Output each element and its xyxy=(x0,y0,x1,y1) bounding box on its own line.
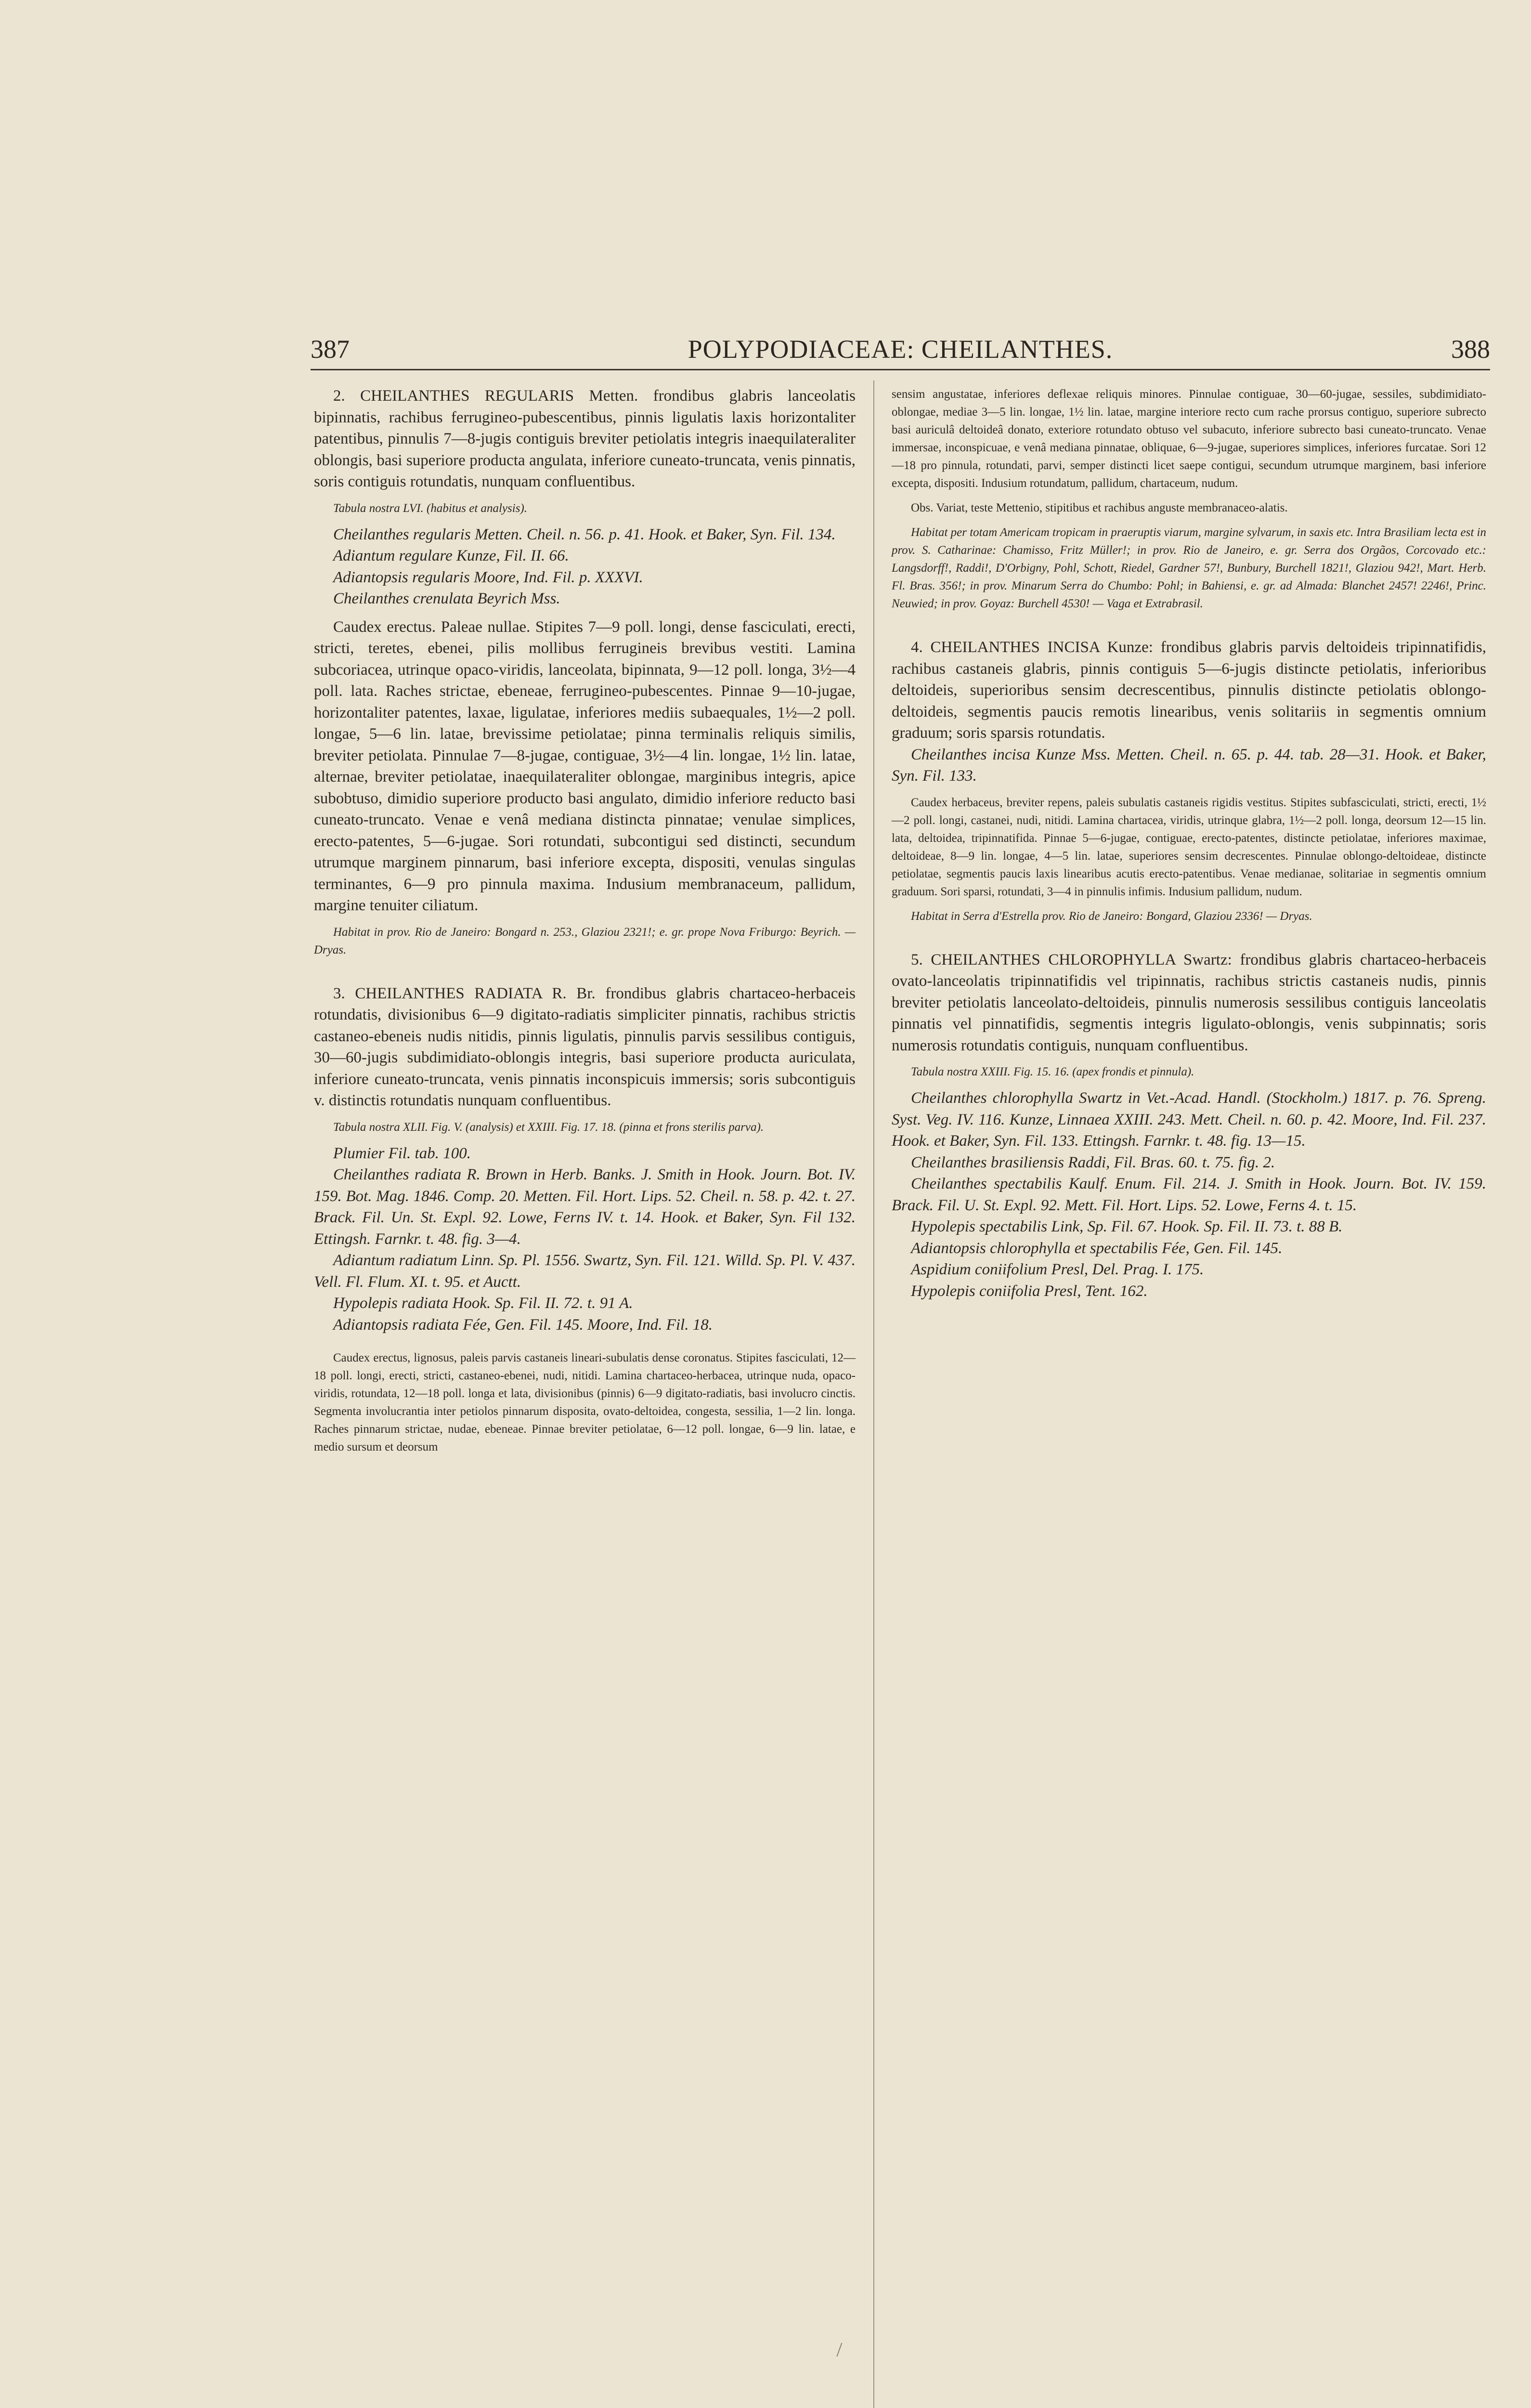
species-2-synonyms xyxy=(314,524,856,610)
page-number-right: 388 xyxy=(1451,335,1490,364)
scan-mark xyxy=(836,2343,847,2359)
species-2-habitat: Habitat in prov. Rio de Janeiro: Bongard n. 253., Glaziou 2321!; e. gr. prope Nova Friburgo: Beyrich. — Dryas. xyxy=(314,925,856,956)
species-2-diagnosis: frondibus glabris lanceolatis bipinnatis, rachibus ferrugineo-pubescentibus, pinnis ligulatis laxis horizontaliter patentibus, pinnulis 7—8-jugis contiguis breviter petiolatis integris inaequilateraliter oblongis, basi superiore producta angulata, inferiore cuneato-truncata, venis pinnatis, soris contiguis rotundatis, nunquam confluentibus. xyxy=(314,387,856,490)
synonym: Hypolepis spectabilis Link, Sp. Fil. 67. Hook. Sp. Fil. II. 73. t. 88 B. xyxy=(911,1218,1343,1235)
synonym: Aspidium coniifolium Presl, Del. Prag. I. 175. xyxy=(911,1261,1204,1278)
species-4-synonyms: Cheilanthes incisa Kunze Mss. Metten. Cheil. n. 65. p. 44. tab. 28—31. Hook. et Baker, Syn. Fil. 133. xyxy=(892,746,1486,785)
species-4-description: Caudex herbaceus, breviter repens, paleis subulatis castaneis rigidis vestitus. Stipites subfasciculati, stricti, erecti, 1½—2 poll. longi, castanei, nudi, nitidi. Lamina chartacea, viridis, utrinque glabra, 1½—2 poll. longa, deorsum 12—15 lin. lata, deltoidea, tripinnatifida. Pinnae 5—6-jugae, contiguae, erecto-patentes, distincte petiolatae, inferiores maximae, deltoideae, 8—9 lin. longae, 4—5 lin. latae, superiores sensim decrescentes. Pinnulae oblongo-deltoideae, distincte petiolatae, segmentis paucis laxis linearibus acutis erecto-patentibus. Venae medianae, solitariae in segmentis omnium graduum. Sori sparsi, rotundati, 3—4 in pinnulis infimis. Indusium pallidum, nudum. xyxy=(892,796,1486,898)
synonym: Plumier Fil. tab. 100. xyxy=(333,1144,471,1162)
running-title: POLYPODIACEAE: CHEILANTHES. xyxy=(688,335,1113,364)
synonym: Hypolepis radiata Hook. Sp. Fil. II. 72. t. 91 A. xyxy=(333,1295,633,1312)
synonym: Cheilanthes brasiliensis Raddi, Fil. Bras. 60. t. 75. fig. 2. xyxy=(911,1153,1275,1171)
species-4-title: 4. CHEILANTHES INCISA Kunze: xyxy=(911,639,1153,656)
left-column xyxy=(314,385,856,1456)
species-5-title: 5. CHEILANTHES CHLOROPHYLLA Swartz: xyxy=(911,951,1232,968)
species-4-habitat: Habitat in Serra d'Estrella prov. Rio de Janeiro: Bongard, Glaziou 2336! — Dryas. xyxy=(911,909,1312,923)
species-3-title: 3. CHEILANTHES RADIATA R. Br. xyxy=(333,984,596,1002)
synonym: Adiantum regulare Kunze, Fil. II. 66. xyxy=(333,547,569,564)
species-3-description-continued: sensim angustatae, inferiores deflexae reliquis minores. Pinnulae contiguae, 30—60-jugae, sessiles, subdimidiato-oblongae, mediae 3—5 lin. longae, 1½ lin. latae, margine interiore recto cum rache prorsus contiguo, superiore subrecto basi auriculâ deltoideâ donato, exteriore rotundato obtuso vel subacuto, inferiore subrecto basi cuneato-truncato. Venae immersae, inconspicuae, e venâ mediana pinnatae, obliquae, 6—9-jugae, superiores simplices, inferiores furcatae. Sori 12—18 pro pinnula, rotundati, parvi, semper distincti licet saepe contigui, secundum utrumque marginem, basi inferiore excepta, dispositi. Indusium rotundatum, pallidum, chartaceum, nudum. xyxy=(892,388,1486,490)
synonym: Cheilanthes crenulata Beyrich Mss. xyxy=(333,590,560,607)
species-3-synonyms xyxy=(314,1143,856,1336)
species-4-entry xyxy=(892,637,1486,744)
species-3-habitat: Habitat per totam Americam tropicam in praeruptis viarum, margine sylvarum, in saxis etc. Intra Brasiliam lecta est in prov. S. Catharinae: Chamisso, Fritz Müller!; in prov. Rio de Janeiro, e. gr. Serra dos Orgãos, Corcovado etc.: Langsdorff!, Raddi!, D'Orbigny, Pohl, Schott, Riedel, Gardner 57!, Bunbury, Burchell 1821!, Glaziou 942!, Mart. Herb. Fl. Bras. 356!; in prov. Minarum Serra do Chumbo: Pohl; in Bahiensi, e. gr. ad Almada: Blanchet 2457! 2246!, Princ. Neuwied; in prov. Goyaz: Burchell 4530! — Vaga et Extrabrasil. xyxy=(892,526,1486,610)
page-number-left: 387 xyxy=(311,335,350,364)
synonym: Hypolepis coniifolia Presl, Tent. 162. xyxy=(911,1282,1148,1300)
synonym: Adiantopsis regularis Moore, Ind. Fil. p. XXXVI. xyxy=(333,568,643,586)
species-5-plate: Tabula nostra XXIII. Fig. 15. 16. (apex frondis et pinnula). xyxy=(911,1065,1194,1078)
species-5-synonyms xyxy=(892,1087,1486,1302)
species-2-entry xyxy=(314,385,856,493)
right-column xyxy=(892,385,1486,1302)
synonym: Adiantopsis radiata Fée, Gen. Fil. 145. Moore, Ind. Fil. 18. xyxy=(333,1316,713,1334)
synonym: Cheilanthes chlorophylla Swartz in Vet.-Acad. Handl. (Stockholm.) 1817. p. 76. Spreng. Syst. Veg. IV. 116. Kunze, Linnaea XXIII. 243. Mett. Cheil. n. 60. p. 42. Moore, Ind. Fil. 237. Hook. et Baker, Syn. Fil. 133. Ettingsh. Farnkr. t. 48. fig. 13—15. xyxy=(892,1089,1486,1150)
species-3-plate: Tabula nostra XLII. Fig. V. (analysis) et XXIII. Fig. 17. 18. (pinna et frons sterilis parva). xyxy=(333,1120,764,1134)
synonym: Cheilanthes regularis Metten. Cheil. n. 56. p. 41. Hook. et Baker, Syn. Fil. 134. xyxy=(333,525,836,543)
species-3-observation: Obs. Variat, teste Mettenio, stipitibus et rachibus anguste membranaceo-alatis. xyxy=(911,501,1288,514)
species-3-description: Caudex erectus, lignosus, paleis parvis castaneis lineari-subulatis dense coronatus. Stipites fasciculati, 12—18 poll. longi, erecti, stricti, castaneo-ebenei, nudi, nitidi. Lamina chartaceo-herbacea, utrinque nuda, opaco-viridis, rotundata, 12—18 poll. longa et lata, divisionibus (pinnis) 6—9 digitato-radiatis, basi involucro cinctis. Segmenta involucrantia inter petiolos pinnarum disposita, ovato-deltoidea, congesta, sessilia, 1—2 lin. longa. Raches pinnarum strictae, nudae, ebeneae. Pinnae breviter petiolatae, 6—12 poll. longae, 6—9 lin. latae, e medio sursum et deorsum xyxy=(314,1351,856,1453)
page-header xyxy=(311,332,1490,366)
species-2-plate: Tabula nostra LVI. (habitus et analysis). xyxy=(333,501,528,515)
header-rule xyxy=(311,369,1490,370)
species-3-entry xyxy=(314,983,856,1112)
species-5-entry xyxy=(892,949,1486,1057)
species-2-title: 2. CHEILANTHES REGULARIS Metten. xyxy=(333,387,638,405)
synonym: Adiantum radiatum Linn. Sp. Pl. 1556. Swartz, Syn. Fil. 121. Willd. Sp. Pl. V. 437. Vell. Fl. Flum. XI. t. 95. et Auctt. xyxy=(314,1252,856,1291)
synonym: Adiantopsis chlorophylla et spectabilis Fée, Gen. Fil. 145. xyxy=(911,1239,1283,1257)
column-separator xyxy=(873,380,874,2408)
synonym: Cheilanthes radiata R. Brown in Herb. Banks. J. Smith in Hook. Journ. Bot. IV. 159. Bot. Mag. 1846. Comp. 20. Metten. Fil. Hort. Lips. 52. Cheil. n. 58. p. 42. t. 27. Brack. Fil. Un. St. Expl. 92. Lowe, Ferns IV. t. 14. Hook. et Baker, Syn. Fil 132. Ettingsh. Farnkr. t. 48. fig. 3—4. xyxy=(314,1166,856,1248)
species-5-diagnosis: frondibus glabris chartaceo-herbaceis ovato-lanceolatis tripinnatifidis vel tripinnatis, rachibus strictis castaneis nudis, pinnis breviter petiolatis lanceolato-deltoideis, pinnulis numerosis sessilibus contiguis lanceolatis pinnatis vel pinnatifidis, segmentis integris ligulato-oblongis, venis subpinnatis; soris numerosis rotundatis contiguis, nunquam confluentibus. xyxy=(892,951,1486,1054)
species-4-diagnosis: frondibus glabris parvis deltoideis tripinnatifidis, rachibus castaneis glabris, pinnis contiguis 5—6-jugis distincte petiolatis, inferioribus deltoideis, superioribus sensim decrescentibus, pinnulis distincte petiolatis oblongo-deltoideis, segmentis paucis remotis linearibus, venis solitariis in segmentis omnium graduum; soris sparsis rotundatis. xyxy=(892,639,1487,742)
species-2-description: Caudex erectus. Paleae nullae. Stipites 7—9 poll. longi, dense fasciculati, erecti, stricti, teretes, ebenei, pilis mollibus ferrugineis brevibus vestiti. Lamina subcoriacea, utrinque opaco-viridis, lanceolata, bipinnata, 9—12 poll. longa, 3½—4 poll. lata. Raches strictae, ebeneae, ferrugineo-pubescentes. Pinnae 9—10-jugae, horizontaliter patentes, laxae, ligulatae, inferiores mediis subaequales, 1½—2 poll. longae, 5—6 lin. latae, brevissime petiolatae; pinna terminalis reliquis similis, breviter petiolata. Pinnulae 7—8-jugae, contiguae, 3½—4 lin. longae, 1½ lin. latae, alternae, breviter petiolatae, inaequilateraliter oblongae, marginibus integris, apice subobtuso, dimidio superiore producto basi angulato, dimidio inferiore reducto basi cuneato-truncato. Venae e venâ mediana distincta pinnatae; venulae simplices, erecto-patentes, 5—6-jugae. Sori rotundati, subcontigui sed distincti, secundum utrumque marginem pinnarum, basi inferiore excepta, dispositi, venulas singulas terminantes, 6—9 pro pinnula maxima. Indusium membranaceum, pallidum, margine tenuiter ciliatum. xyxy=(314,618,856,914)
species-3-diagnosis: frondibus glabris chartaceo-herbaceis rotundatis, divisionibus 6—9 digitato-radiatis simpliciter pinnatis, rachibus strictis castaneo-ebeneis nudis nitidis, pinnis ligulatis, pinnulis parvis sessilibus contiguis, 30—60-jugis subdimidiato-oblongis integris, basi superiore producta auriculata, inferiore cuneato-truncata, venis pinnatis inconspicuis immersis; soris subcontiguis v. distinctis rotundatis nunquam confluentibus. xyxy=(314,984,856,1109)
synonym: Cheilanthes spectabilis Kaulf. Enum. Fil. 214. J. Smith in Hook. Journ. Bot. IV. 159. Brack. Fil. U. St. Expl. 92. Mett. Fil. Hort. Lips. 52. Lowe, Ferns 4. t. 15. xyxy=(892,1175,1486,1214)
